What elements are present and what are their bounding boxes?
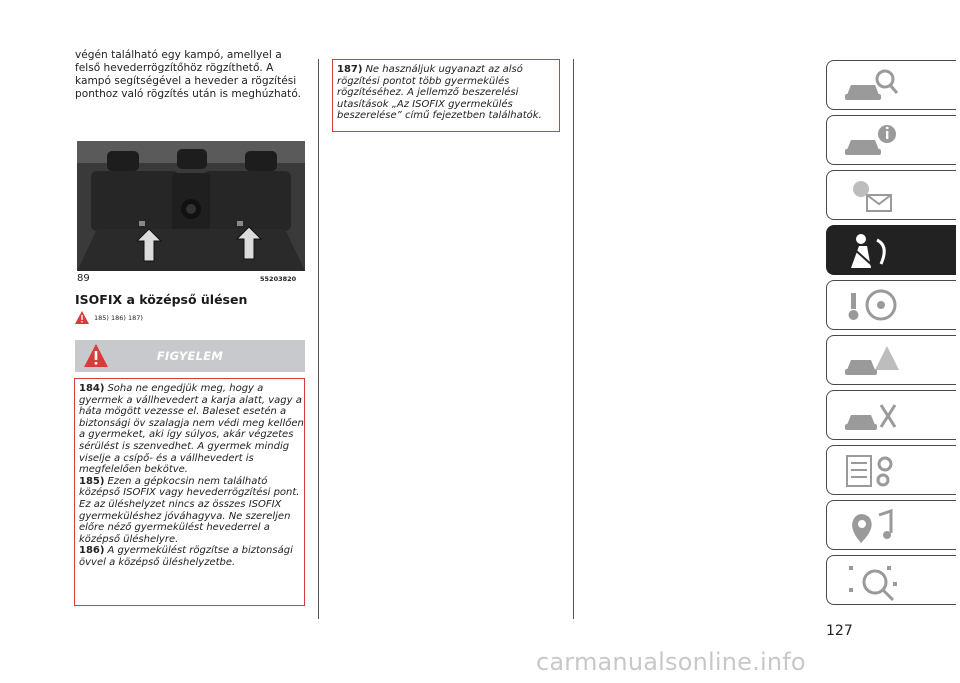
warning-label: FIGYELEM xyxy=(156,349,224,363)
section-title: ISOFIX a középső ülésen xyxy=(75,292,248,307)
column-divider xyxy=(318,59,319,619)
warning-186: 186) A gyermekülést rögzítse a biztonsági övvel a középső üléshelyzetbe. xyxy=(79,545,293,568)
car-search-icon xyxy=(841,65,901,107)
section-refs-row xyxy=(75,311,143,325)
alphabet-index-icon xyxy=(841,560,901,602)
intro-paragraph: végén található egy kampó, amellyel a felső hevederrögzítőhöz rögzíthető. A kampó segítségével a heveder a rögzítési ponthoz való rögzítés után is meghúzható. xyxy=(75,49,301,100)
figure-number: 89 xyxy=(77,273,90,284)
warning-185: 185) Ezen a gépkocsin nem található középső ISOFIX vagy hevederrögzítési pont. Ez az üléshelyzet nincs az összes ISOFIX gyermeküléshez jóváhagyva. Ne szereljen előre néző gyermekülést hevederrel a középső üléshelyre. xyxy=(79,475,300,545)
tab-specifications[interactable] xyxy=(826,445,956,495)
warning-lights-mail-icon xyxy=(841,175,901,217)
warning-triangle-icon xyxy=(75,309,89,328)
seatbelt-airbag-icon xyxy=(841,230,901,272)
warning-184: 184) Soha ne engedjük meg, hogy a gyermek a vállhevedert a karja alatt, vagy a háta mögött vezesse el. Baleset esetén a biztonsági öv szalagja nem védi meg kellően a gyermeket, aki így súlyos, akár végzetes sérülést is szenvedhet. A gyermek mindig viselje a csípő- és a vállhevedert is megfelelően bekötve. xyxy=(79,383,304,476)
car-tools-icon xyxy=(841,395,901,437)
car-crash-warning-icon xyxy=(841,340,901,382)
tab-maintenance[interactable] xyxy=(826,390,956,440)
tab-safety[interactable] xyxy=(826,225,956,275)
trunk-photo xyxy=(77,141,305,271)
column-divider xyxy=(573,59,574,619)
tab-index[interactable] xyxy=(826,555,956,605)
section-refs: 185) 186) 187) xyxy=(94,314,143,322)
tab-warning-lights[interactable] xyxy=(826,170,956,220)
note-187: 187) Ne használjuk ugyanazt az alsó rögzítési pontot több gyermekülés rögzítéséhez. A jellemző beszerelési utasítások „Az ISOFIX gyermekülés beszerelése” című fejezetben találhatók. xyxy=(337,64,542,122)
figure-code: 55203820 xyxy=(260,275,297,283)
tab-emergency[interactable] xyxy=(826,335,956,385)
list-gears-icon xyxy=(841,450,901,492)
car-info-icon xyxy=(841,120,901,162)
media-navigation-icon xyxy=(841,505,901,547)
watermark: carmanualsonline.info xyxy=(536,648,806,676)
page-number: 127 xyxy=(826,623,853,639)
tab-steering[interactable] xyxy=(826,280,956,330)
warning-box xyxy=(74,378,305,606)
tab-car-search[interactable] xyxy=(826,60,956,110)
tab-multimedia[interactable] xyxy=(826,500,956,550)
warning-header xyxy=(75,340,305,372)
steering-key-icon xyxy=(841,285,901,327)
note-box-187 xyxy=(332,59,560,132)
tab-car-info[interactable] xyxy=(826,115,956,165)
